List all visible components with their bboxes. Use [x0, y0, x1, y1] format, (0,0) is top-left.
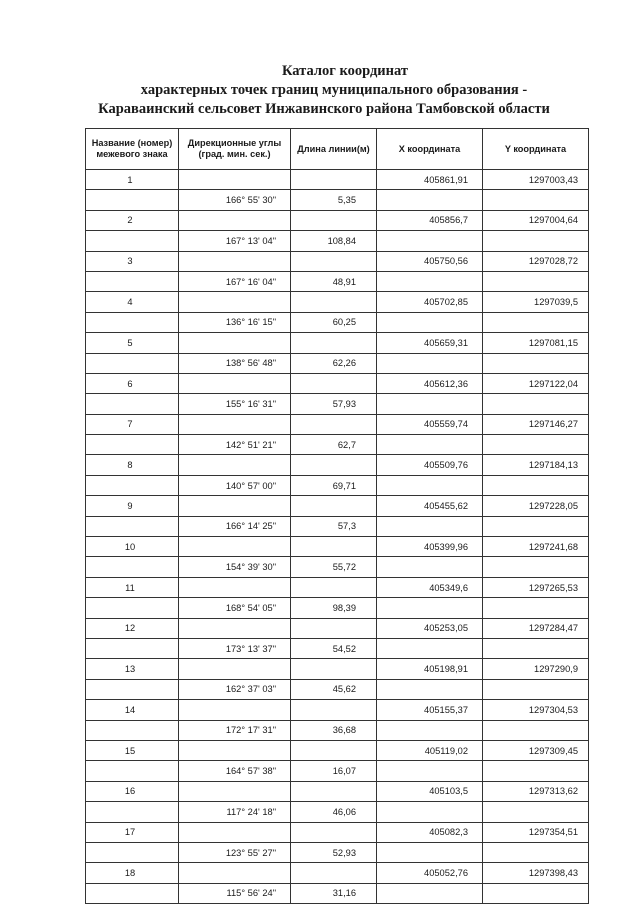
direction-angle: 168° 54' 05" — [179, 598, 291, 618]
point-name: 16 — [86, 781, 179, 801]
x-coordinate: 405198,91 — [377, 659, 483, 679]
empty-cell — [483, 312, 589, 332]
empty-cell — [291, 577, 377, 597]
table-row — [86, 333, 589, 353]
y-coordinate: 1297146,27 — [483, 414, 589, 434]
header-angle: Дирекционные углы (град. мин. сек.) — [179, 129, 291, 170]
direction-angle: 164° 57' 38" — [179, 761, 291, 781]
point-name: 13 — [86, 659, 179, 679]
empty-cell — [179, 537, 291, 557]
empty-cell — [86, 842, 179, 862]
x-coordinate: 405253,05 — [377, 618, 483, 638]
empty-cell — [86, 802, 179, 822]
empty-cell — [291, 373, 377, 393]
direction-angle: 167° 13' 04" — [179, 231, 291, 251]
empty-cell — [86, 761, 179, 781]
direction-angle: 117° 24' 18" — [179, 802, 291, 822]
empty-cell — [179, 863, 291, 883]
direction-angle: 142° 51' 21" — [179, 435, 291, 455]
empty-cell — [291, 822, 377, 842]
line-length: 54,52 — [291, 638, 377, 658]
point-name: 6 — [86, 373, 179, 393]
empty-cell — [86, 231, 179, 251]
empty-cell — [179, 822, 291, 842]
x-coordinate: 405155,37 — [377, 700, 483, 720]
table-row — [86, 516, 589, 536]
table-row — [86, 537, 589, 557]
empty-cell — [377, 353, 483, 373]
x-coordinate: 405052,76 — [377, 863, 483, 883]
empty-cell — [377, 231, 483, 251]
y-coordinate: 1297313,62 — [483, 781, 589, 801]
line-length: 45,62 — [291, 679, 377, 699]
y-coordinate: 1297241,68 — [483, 537, 589, 557]
empty-cell — [86, 312, 179, 332]
x-coordinate: 405349,6 — [377, 577, 483, 597]
empty-cell — [291, 740, 377, 760]
empty-cell — [291, 618, 377, 638]
line-length: 62,26 — [291, 353, 377, 373]
y-coordinate: 1297122,04 — [483, 373, 589, 393]
empty-cell — [377, 190, 483, 210]
empty-cell — [377, 475, 483, 495]
table-row — [86, 251, 589, 271]
y-coordinate: 1297039,5 — [483, 292, 589, 312]
empty-cell — [86, 720, 179, 740]
empty-cell — [483, 394, 589, 414]
point-name: 9 — [86, 496, 179, 516]
empty-cell — [179, 455, 291, 475]
table-row — [86, 475, 589, 495]
point-name: 10 — [86, 537, 179, 557]
empty-cell — [86, 475, 179, 495]
y-coordinate: 1297284,47 — [483, 618, 589, 638]
x-coordinate: 405082,3 — [377, 822, 483, 842]
point-name: 2 — [86, 210, 179, 230]
empty-cell — [483, 271, 589, 291]
x-coordinate: 405750,56 — [377, 251, 483, 271]
direction-angle: 166° 55' 30" — [179, 190, 291, 210]
x-coordinate: 405399,96 — [377, 537, 483, 557]
empty-cell — [377, 394, 483, 414]
direction-angle: 155° 16' 31" — [179, 394, 291, 414]
empty-cell — [377, 883, 483, 903]
empty-cell — [86, 516, 179, 536]
empty-cell — [179, 210, 291, 230]
line-length: 60,25 — [291, 312, 377, 332]
title-line-2: характерных точек границ муниципального образования - — [140, 82, 528, 98]
empty-cell — [86, 190, 179, 210]
table-row — [86, 863, 589, 883]
empty-cell — [179, 373, 291, 393]
line-length: 55,72 — [291, 557, 377, 577]
y-coordinate: 1297081,15 — [483, 333, 589, 353]
point-name: 18 — [86, 863, 179, 883]
empty-cell — [179, 333, 291, 353]
empty-cell — [483, 883, 589, 903]
empty-cell — [483, 802, 589, 822]
empty-cell — [291, 210, 377, 230]
point-name: 8 — [86, 455, 179, 475]
direction-angle: 136° 16' 15" — [179, 312, 291, 332]
table-row — [86, 414, 589, 434]
empty-cell — [179, 781, 291, 801]
empty-cell — [377, 312, 483, 332]
empty-cell — [377, 679, 483, 699]
point-name: 15 — [86, 740, 179, 760]
empty-cell — [483, 679, 589, 699]
header-name: Название (номер) межевого знака — [86, 129, 179, 170]
empty-cell — [86, 271, 179, 291]
table-row — [86, 231, 589, 251]
coordinates-table — [85, 128, 589, 904]
y-coordinate: 1297028,72 — [483, 251, 589, 271]
empty-cell — [483, 231, 589, 251]
table-row — [86, 618, 589, 638]
empty-cell — [377, 720, 483, 740]
x-coordinate: 405119,02 — [377, 740, 483, 760]
empty-cell — [86, 394, 179, 414]
y-coordinate: 1297265,53 — [483, 577, 589, 597]
table-row — [86, 353, 589, 373]
x-coordinate: 405455,62 — [377, 496, 483, 516]
x-coordinate: 405659,31 — [377, 333, 483, 353]
empty-cell — [179, 577, 291, 597]
empty-cell — [291, 414, 377, 434]
empty-cell — [291, 333, 377, 353]
direction-angle: 123° 55' 27" — [179, 842, 291, 862]
empty-cell — [179, 740, 291, 760]
empty-cell — [291, 863, 377, 883]
table-body — [86, 170, 589, 904]
direction-angle: 173° 13' 37" — [179, 638, 291, 658]
point-name: 12 — [86, 618, 179, 638]
empty-cell — [291, 781, 377, 801]
direction-angle: 154° 39' 30" — [179, 557, 291, 577]
empty-cell — [291, 537, 377, 557]
point-name: 3 — [86, 251, 179, 271]
empty-cell — [483, 475, 589, 495]
direction-angle: 167° 16' 04" — [179, 271, 291, 291]
x-coordinate: 405612,36 — [377, 373, 483, 393]
table-row — [86, 373, 589, 393]
empty-cell — [86, 557, 179, 577]
line-length: 57,93 — [291, 394, 377, 414]
y-coordinate: 1297354,51 — [483, 822, 589, 842]
x-coordinate: 405702,85 — [377, 292, 483, 312]
empty-cell — [377, 557, 483, 577]
empty-cell — [86, 435, 179, 455]
empty-cell — [179, 659, 291, 679]
empty-cell — [86, 679, 179, 699]
line-length: 57,3 — [291, 516, 377, 536]
line-length: 108,84 — [291, 231, 377, 251]
empty-cell — [179, 414, 291, 434]
line-length: 46,06 — [291, 802, 377, 822]
document-title — [0, 62, 640, 119]
table-row — [86, 170, 589, 190]
empty-cell — [179, 292, 291, 312]
line-length: 48,91 — [291, 271, 377, 291]
line-length: 16,07 — [291, 761, 377, 781]
header-y: Y координата — [483, 129, 589, 170]
table-row — [86, 312, 589, 332]
empty-cell — [483, 720, 589, 740]
empty-cell — [179, 496, 291, 516]
empty-cell — [291, 659, 377, 679]
x-coordinate: 405559,74 — [377, 414, 483, 434]
table-row — [86, 781, 589, 801]
table-row — [86, 435, 589, 455]
empty-cell — [291, 292, 377, 312]
direction-angle: 166° 14' 25" — [179, 516, 291, 536]
empty-cell — [377, 638, 483, 658]
empty-cell — [483, 435, 589, 455]
empty-cell — [377, 435, 483, 455]
x-coordinate: 405861,91 — [377, 170, 483, 190]
direction-angle: 162° 37' 03" — [179, 679, 291, 699]
empty-cell — [483, 190, 589, 210]
line-length: 69,71 — [291, 475, 377, 495]
empty-cell — [483, 353, 589, 373]
empty-cell — [86, 598, 179, 618]
empty-cell — [291, 251, 377, 271]
line-length: 62,7 — [291, 435, 377, 455]
empty-cell — [377, 516, 483, 536]
direction-angle: 172° 17' 31" — [179, 720, 291, 740]
table-row — [86, 496, 589, 516]
table-row — [86, 271, 589, 291]
table-row — [86, 761, 589, 781]
empty-cell — [291, 700, 377, 720]
empty-cell — [86, 638, 179, 658]
header-length: Длина линии(м) — [291, 129, 377, 170]
empty-cell — [483, 842, 589, 862]
direction-angle: 140° 57' 00" — [179, 475, 291, 495]
line-length: 52,93 — [291, 842, 377, 862]
empty-cell — [377, 271, 483, 291]
x-coordinate: 405509,76 — [377, 455, 483, 475]
table-row — [86, 557, 589, 577]
line-length: 36,68 — [291, 720, 377, 740]
y-coordinate: 1297003,43 — [483, 170, 589, 190]
empty-cell — [179, 618, 291, 638]
empty-cell — [483, 598, 589, 618]
table-row — [86, 190, 589, 210]
table-row — [86, 210, 589, 230]
table-header-row — [86, 129, 589, 170]
table-row — [86, 883, 589, 903]
line-length: 5,35 — [291, 190, 377, 210]
empty-cell — [86, 353, 179, 373]
y-coordinate: 1297398,43 — [483, 863, 589, 883]
table-row — [86, 740, 589, 760]
direction-angle: 138° 56' 48" — [179, 353, 291, 373]
point-name: 17 — [86, 822, 179, 842]
table-row — [86, 394, 589, 414]
table-row — [86, 720, 589, 740]
empty-cell — [291, 455, 377, 475]
empty-cell — [291, 496, 377, 516]
table-row — [86, 842, 589, 862]
y-coordinate: 1297290,9 — [483, 659, 589, 679]
point-name: 1 — [86, 170, 179, 190]
point-name: 4 — [86, 292, 179, 312]
empty-cell — [377, 761, 483, 781]
table-row — [86, 679, 589, 699]
empty-cell — [483, 516, 589, 536]
line-length: 98,39 — [291, 598, 377, 618]
table-row — [86, 455, 589, 475]
point-name: 5 — [86, 333, 179, 353]
x-coordinate: 405103,5 — [377, 781, 483, 801]
empty-cell — [483, 761, 589, 781]
table-row — [86, 822, 589, 842]
empty-cell — [86, 883, 179, 903]
direction-angle: 115° 56' 24" — [179, 883, 291, 903]
table-row — [86, 700, 589, 720]
empty-cell — [377, 802, 483, 822]
empty-cell — [179, 700, 291, 720]
table-row — [86, 802, 589, 822]
table-row — [86, 577, 589, 597]
y-coordinate: 1297004,64 — [483, 210, 589, 230]
empty-cell — [483, 557, 589, 577]
empty-cell — [179, 170, 291, 190]
point-name: 14 — [86, 700, 179, 720]
empty-cell — [377, 598, 483, 618]
x-coordinate: 405856,7 — [377, 210, 483, 230]
empty-cell — [179, 251, 291, 271]
title-line-1: Каталог координат — [281, 63, 409, 79]
table-row — [86, 598, 589, 618]
point-name: 11 — [86, 577, 179, 597]
table-row — [86, 292, 589, 312]
table-row — [86, 638, 589, 658]
title-line-3: Караваинский сельсовет Инжавинского района Тамбовской области — [98, 101, 550, 117]
y-coordinate: 1297184,13 — [483, 455, 589, 475]
y-coordinate: 1297228,05 — [483, 496, 589, 516]
point-name: 7 — [86, 414, 179, 434]
empty-cell — [483, 638, 589, 658]
line-length: 31,16 — [291, 883, 377, 903]
header-x: X координата — [377, 129, 483, 170]
y-coordinate: 1297309,45 — [483, 740, 589, 760]
empty-cell — [377, 842, 483, 862]
table-row — [86, 659, 589, 679]
y-coordinate: 1297304,53 — [483, 700, 589, 720]
empty-cell — [291, 170, 377, 190]
